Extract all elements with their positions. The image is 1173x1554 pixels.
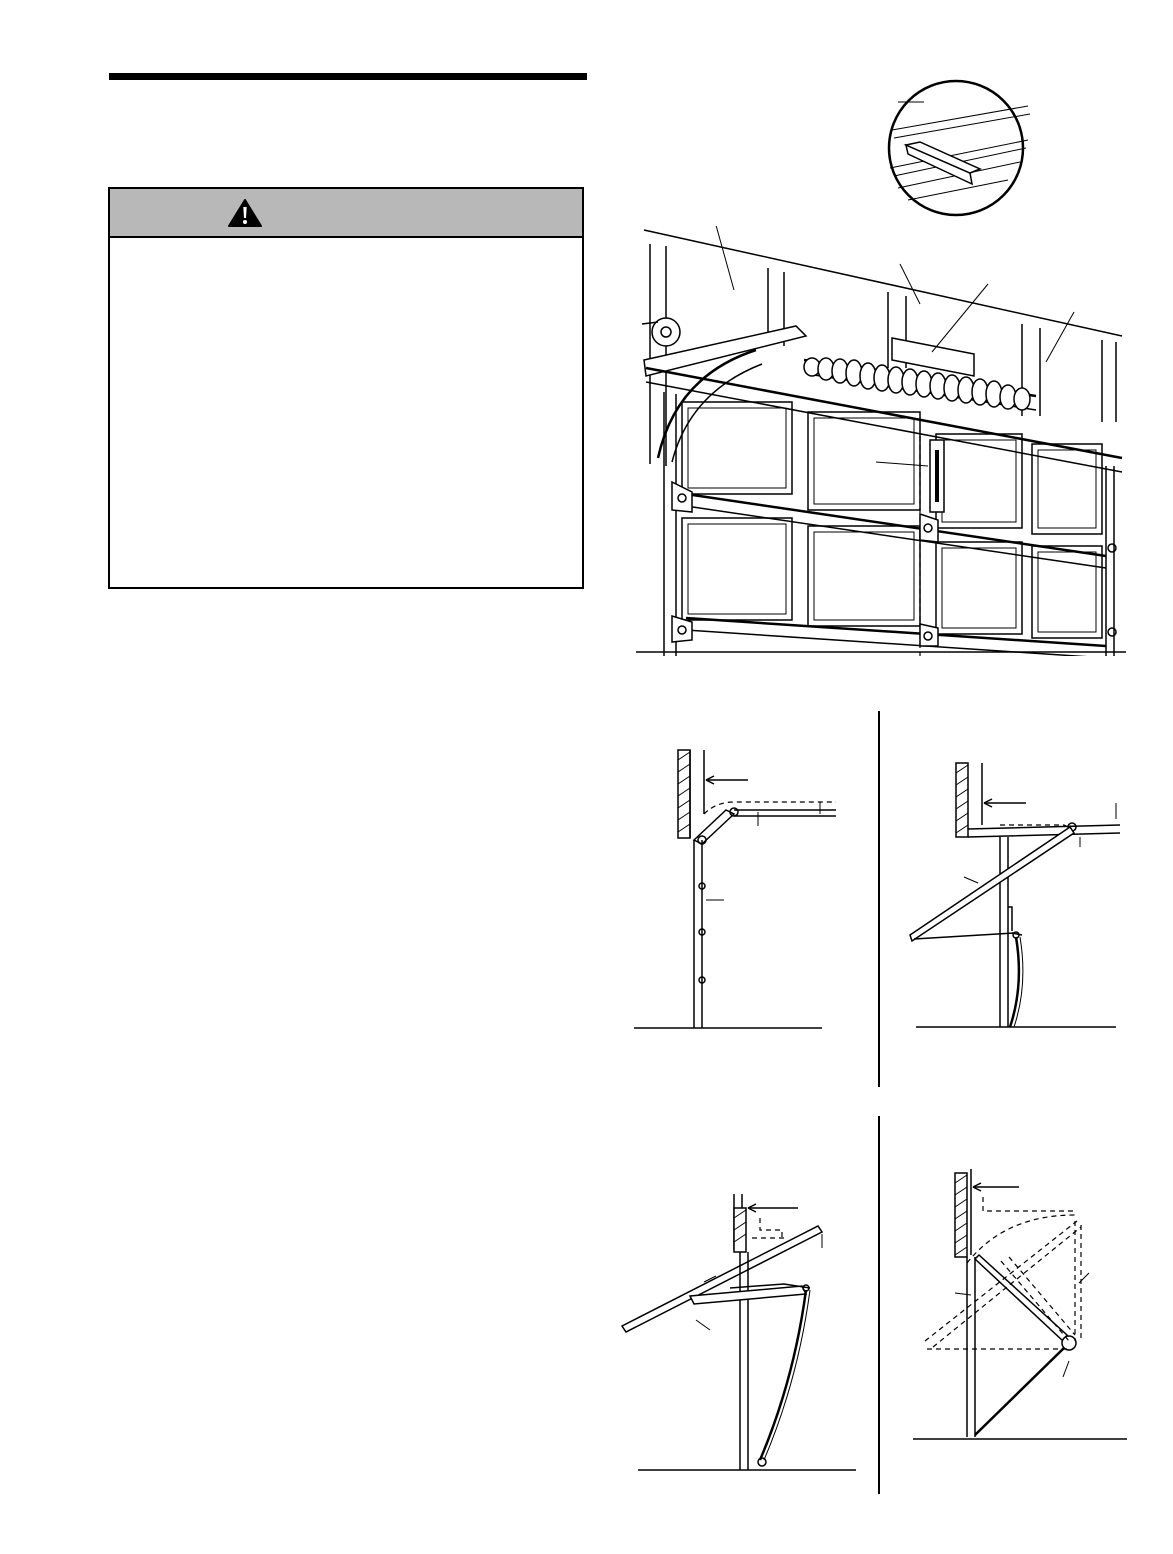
warning-body bbox=[110, 238, 582, 262]
garage-door-panels bbox=[664, 392, 1114, 656]
figure-divider-bottom bbox=[878, 1116, 880, 1494]
one-piece-door-track-figure bbox=[904, 755, 1124, 1045]
warning-box bbox=[108, 187, 584, 589]
warning-header bbox=[110, 189, 582, 238]
one-piece-door-jamb-hardware-figure bbox=[620, 1190, 860, 1490]
sectional-door-curved-track-figure bbox=[630, 740, 840, 1040]
torsion-spring bbox=[804, 358, 1030, 410]
warning-triangle-icon bbox=[227, 198, 263, 228]
section-heading-rule bbox=[109, 73, 587, 80]
one-piece-door-pivot-hardware-figure bbox=[905, 1165, 1130, 1485]
garage-door-main-figure bbox=[636, 226, 1126, 656]
figure-divider-top bbox=[878, 711, 880, 1087]
inset-brace-detail bbox=[880, 78, 1040, 218]
